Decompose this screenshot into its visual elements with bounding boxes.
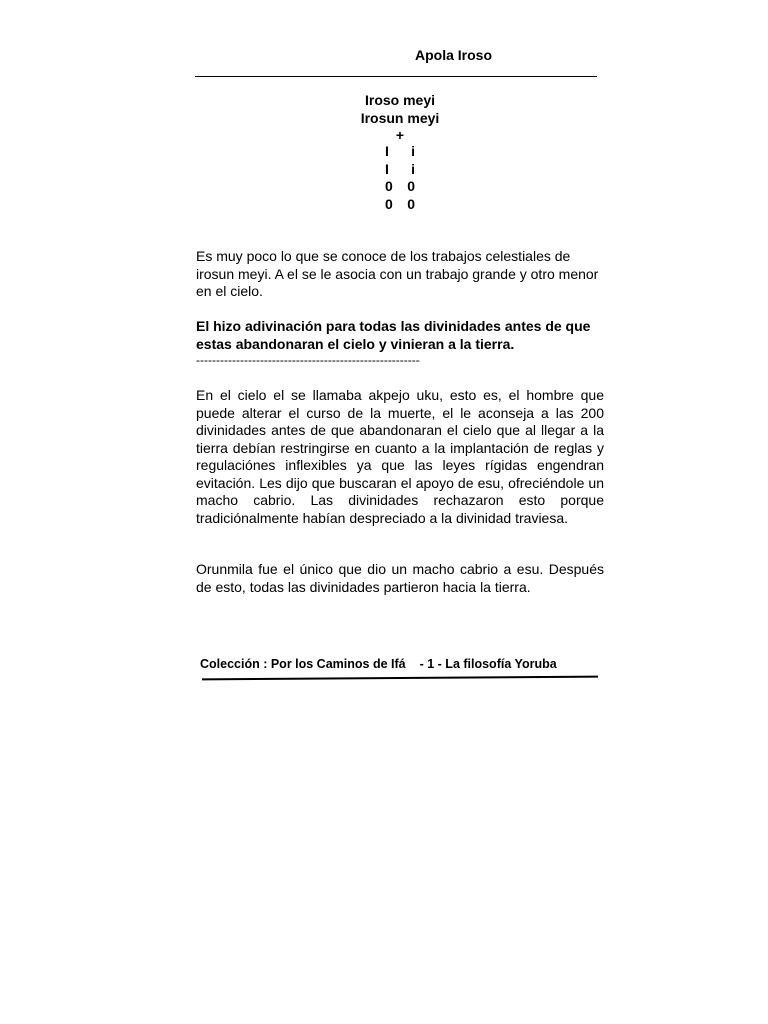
odu-plus-sign: + [395,127,405,143]
dashed-divider: -------------------------------------------------------- [196,353,420,367]
odu-name-line-2: Irosun meyi [360,109,440,126]
odu-name-line-1: Iroso meyi [364,92,436,108]
paragraph-text: Es muy poco lo que se conoce de los trabajos celestiales de irosun meyi. A el se le asocia con un trabajo grande y otro menor en el cielo. [196,248,599,299]
odu-mark-right: i [411,143,415,159]
paragraph-akpejo-uku [196,387,604,527]
odu-mark-left: I [385,160,389,177]
paragraph-divination [196,318,604,368]
paragraph-text: El hizo adivinación para todas las divinidades antes de que estas abandonaran el cielo y vinieran a la tierra. [196,318,591,352]
odu-mark-left: 0 [385,195,393,212]
page-footer [200,656,600,672]
odu-marks [380,143,420,213]
footer-collection: Colección : Por los Caminos de Ifá [200,657,406,671]
paragraph-orunmila [196,561,604,596]
footer-page-info: - 1 - La filosofía Yoruba [419,657,557,671]
odu-mark-left: I [385,143,389,159]
page-title: Apola Iroso [415,47,493,63]
odu-mark-right: i [411,160,415,177]
paragraph-intro [196,248,604,301]
odu-mark-left: 0 [385,178,393,194]
odu-sign-names [300,92,500,145]
odu-mark-row [380,196,420,214]
odu-mark-row [380,143,420,161]
page-header [195,46,597,77]
paragraph-text: En el cielo el se llamaba akpejo uku, esto es, el hombre que puede alterar el curso de la muerte, el le aconseja a las 200 divinidades antes de que abandonaran el cielo que al llegar a la tierra debían restringirse en cuanto a la implantación de reglas y regulaciónes inflexibles ya que las leyes rígidas engendran evitación. Les dijo que buscaran el apoyo de esu, ofreciéndole un macho cabrio. Las divinidades rechazaron esto porque tradiciónalmente habían despreciado a la divinidad traviesa. [196,387,604,526]
paragraph-text: Orunmila fue el único que dio un macho cabrio a esu. Después de esto, todas las divinidades partieron hacia la tierra. [196,561,604,595]
footer-rule [202,676,598,681]
odu-mark-row [380,161,420,179]
odu-mark-right: 0 [407,178,415,194]
odu-mark-row [380,178,420,196]
odu-mark-right: 0 [407,195,415,212]
